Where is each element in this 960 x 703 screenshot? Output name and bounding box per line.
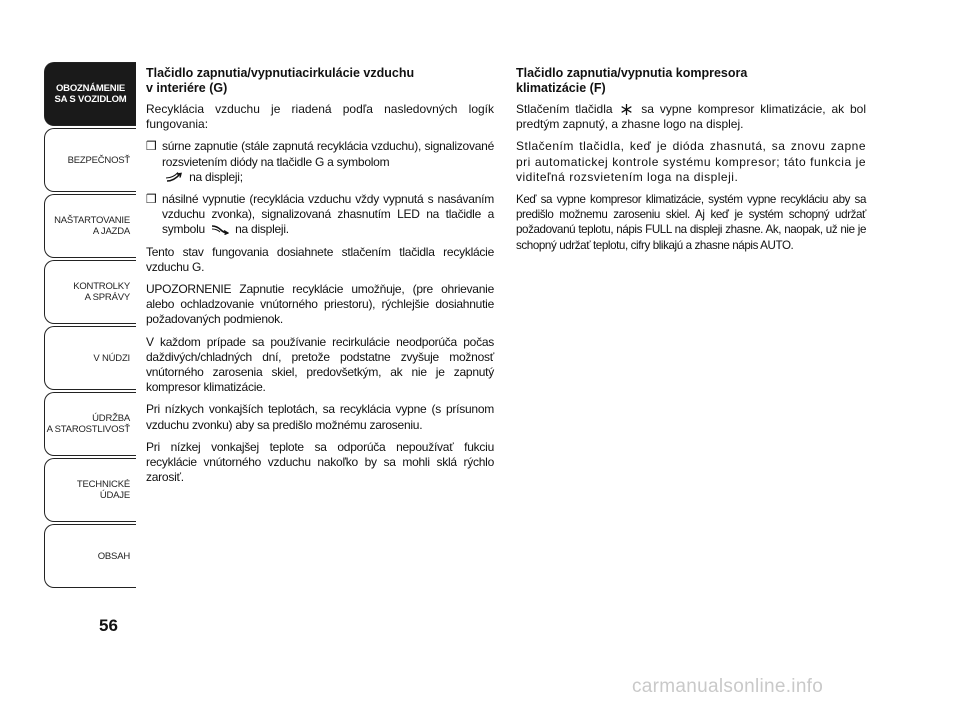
- bullet1-text: súrne zapnutie (stále zapnutá recyklácia vzduchu), signalizované rozsvietením diódy na tlačidle G a symbolom: [162, 139, 494, 169]
- left-warning: UPOZORNENIE Zapnutie recyklácie umožňuje, (pre ohrievanie alebo ochladzovanie vnútorného priestoru), rýchlejšie dosiahnutie požadovaných podmienok.: [146, 282, 494, 327]
- left-paragraph-1: Tento stav fungovania dosiahnete stlačením tlačidla recyklácie vzduchu G.: [146, 244, 494, 274]
- watermark: carmanualsonline.info: [632, 676, 824, 697]
- tab-v-nudzi[interactable]: V NÚDZI: [44, 326, 136, 390]
- left-heading-line1: Tlačidlo zapnutia/vypnutiacirkulácie vzduchu: [146, 66, 415, 80]
- left-heading: [146, 66, 494, 96]
- right-p1-end: sa vypne kompresor klimatizácie, ak bol predtým zapnutý, a zhasne logo na displej.: [516, 102, 866, 132]
- bullet-item: [146, 139, 494, 185]
- tab-udrzba[interactable]: ÚDRŽBA A STAROSTLIVOSŤ: [44, 392, 136, 456]
- bullet2-text: násilné vypnutie (recyklácia vzduchu vždy vypnutá s nasávaním vzduchu zvonka), signalizovaná zhasnutím LED na tlačidle a symbolu: [162, 192, 494, 237]
- tab-bezpecnost[interactable]: BEZPEČNOSŤ: [44, 128, 136, 192]
- bullet2-suffix: na displeji.: [235, 222, 289, 237]
- tab-kontrolky[interactable]: KONTROLKY A SPRÁVY: [44, 260, 136, 324]
- right-paragraph-2: Stlačením tlačidla, keď je dióda zhasnutá, sa znovu zapne pri automatickej kontrole systému kompresor; táto funkcia je viditeľná rozsvietením loga na displeji.: [516, 139, 866, 184]
- checkbox-bullet-icon: ❒: [146, 139, 157, 154]
- left-paragraph-4: Pri nízkych vonkajších teplotách, sa recyklácia vypne (s prísunom vzduchu zvonku) aby sa predišlo možnému zaroseniu.: [146, 402, 494, 432]
- tab-nastartovanie[interactable]: NAŠTARTOVANIE A JAZDA: [44, 194, 136, 258]
- right-heading-line2: klimatizácie (F): [516, 81, 606, 95]
- bullet1-suffix: na displeji;: [189, 169, 243, 184]
- chapter-sidebar: [44, 62, 136, 588]
- right-column: [516, 66, 866, 260]
- right-heading-line1: Tlačidlo zapnutia/vypnutia kompresora: [516, 66, 748, 80]
- page-number: 56: [99, 616, 118, 635]
- left-column: [146, 66, 494, 492]
- left-paragraph-3: V každom prípade sa používanie recirkulácie neodporúča počas daždivých/chladných dní, pretože podstatne zvyšuje možnosť vnútorného zarosenia skiel, predovšetkým, ak nie je zapnutý kompresor klimatizácie.: [146, 334, 494, 395]
- recirculation-off-icon: [211, 224, 229, 235]
- left-heading-line2: v interiére (G): [146, 81, 228, 95]
- left-paragraph-5: Pri nízkej vonkajšej teplote sa odporúča nepoužívať fukciu recyklácie vnútorného vzduchu nakoľko by sa mohli sklá rýchlo zarosiť.: [146, 439, 494, 485]
- bullet-item: [146, 192, 494, 238]
- tab-obsah[interactable]: OBSAH: [44, 524, 136, 588]
- right-paragraph-3: Keď sa vypne kompresor klimatizácie, systém vypne recykláciu aby sa predišlo možnemu zaroseniu skiel. Aj keď je systém schopný udržať požadovanú teplotu, nápis FULL na displeji zhasne. Ak, naopak, už nie je schopný udržať teplotu, cifry blikajú a zhasne nápis AUTO.: [516, 193, 866, 252]
- right-p1-start: Stlačením tlačidla: [516, 102, 613, 116]
- left-intro: Recyklácia vzduchu je riadená podľa nasledovných logík fungovania:: [146, 102, 494, 132]
- snowflake-icon: [621, 104, 632, 115]
- right-heading: [516, 66, 866, 96]
- checkbox-bullet-icon: ❒: [146, 192, 157, 207]
- tab-technicke-udaje[interactable]: TECHNICKÉ ÚDAJE: [44, 458, 136, 522]
- right-paragraph-1: [516, 102, 866, 132]
- tab-oboznamenie[interactable]: OBOZNÁMENIE SA S VOZIDLOM: [44, 62, 136, 126]
- recirculation-on-icon: [165, 172, 183, 183]
